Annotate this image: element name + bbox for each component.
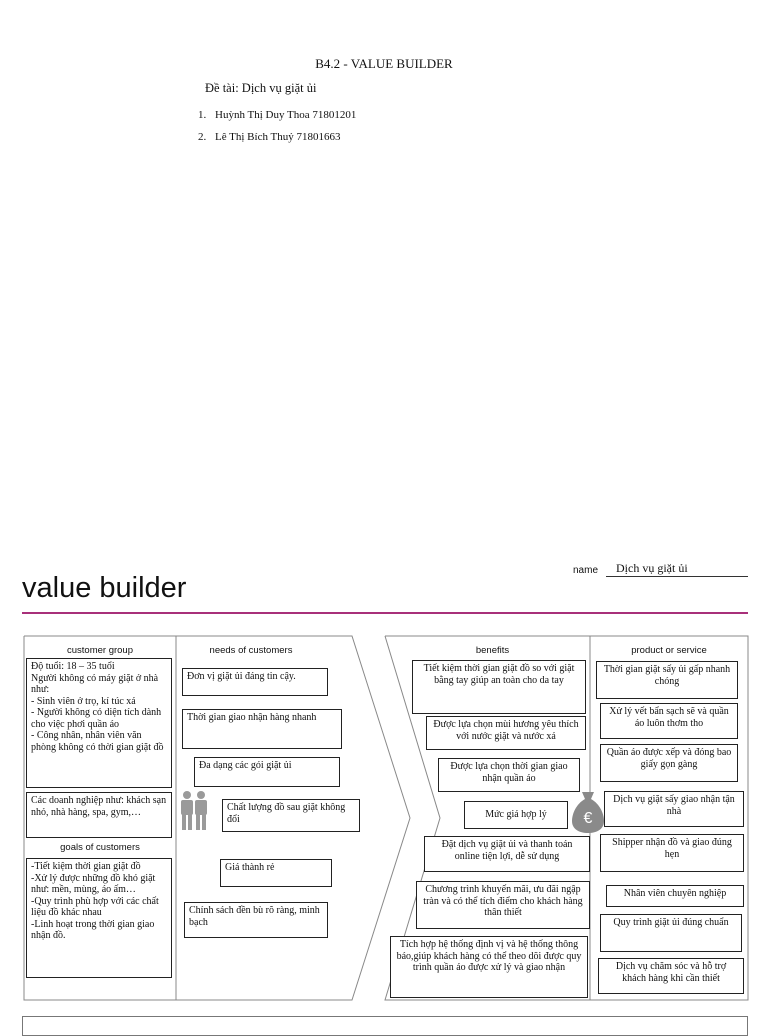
customer-group-line: Người không có máy giặt ở nhà như: bbox=[31, 672, 159, 695]
people-icon bbox=[178, 790, 210, 832]
header-customer-group: customer group bbox=[66, 645, 133, 656]
name-value: Dịch vụ giặt ủi bbox=[606, 561, 748, 577]
bottom-section-box bbox=[22, 1016, 748, 1036]
money-bag-icon bbox=[570, 790, 606, 834]
product-item: Quy trình giặt ủi đúng chuẩn bbox=[600, 914, 742, 952]
need-item: Thời gian giao nhận hàng nhanh bbox=[182, 709, 342, 749]
product-item: Nhân viên chuyên nghiệp bbox=[606, 885, 744, 907]
goal-item: -Xử lý được những đồ khó giặt như: mền, mùng, áo ấm… bbox=[31, 872, 156, 895]
goal-item: -Linh hoạt trong thời gian giao nhận đồ. bbox=[31, 918, 155, 941]
customer-group-line: - Sinh viên ở trọ, kí túc xá bbox=[31, 695, 136, 707]
name-label: name bbox=[573, 565, 599, 576]
benefit-item: Được lựa chọn thời gian giao nhận quần áo bbox=[438, 758, 580, 792]
customer-group-line: Độ tuổi: 18 – 35 tuổi bbox=[31, 661, 115, 672]
document-topic: Đề tài: Dịch vụ giặt ủi bbox=[205, 81, 317, 95]
product-item: Thời gian giặt sấy ủi gấp nhanh chóng bbox=[596, 661, 738, 699]
benefit-item: Tiết kiệm thời gian giặt đồ so với giặt bằng tay giúp an toàn cho da tay bbox=[412, 660, 586, 714]
euro-symbol: € bbox=[583, 810, 593, 827]
benefit-item: Được lựa chọn mùi hương yêu thích với nước giặt và nước xả bbox=[426, 716, 586, 750]
header-needs: needs of customers bbox=[209, 645, 293, 656]
benefit-item: Chương trình khuyến mãi, ưu đãi ngập tràn và có thể tích điểm cho khách hàng thân thiết bbox=[416, 881, 590, 929]
header-product: product or service bbox=[631, 645, 707, 656]
need-item: Giá thành rẻ bbox=[220, 859, 332, 887]
member-name: Huỳnh Thị Duy Thoa 71801201 bbox=[215, 109, 357, 121]
member-number: 1. bbox=[198, 109, 207, 121]
product-item: Dịch vụ chăm sóc và hỗ trợ khách hàng khi cần thiết bbox=[598, 958, 744, 994]
product-item: Shipper nhận đồ và giao đúng hẹn bbox=[600, 834, 744, 872]
header-benefits: benefits bbox=[475, 645, 510, 656]
canvas-title: value builder bbox=[22, 572, 187, 604]
customer-group-line: - Người không có diện tích dành cho việc phơi quần áo bbox=[31, 707, 162, 730]
goal-item: -Quy trình phù hợp với các chất liệu đồ khác nhau bbox=[31, 895, 159, 918]
need-item: Chính sách đền bù rõ ràng, minh bạch bbox=[184, 902, 328, 938]
customer-group-line: - Công nhân, nhân viên văn phòng không có thời gian giặt đồ bbox=[31, 730, 164, 753]
header-goals: goals of customers bbox=[60, 842, 140, 853]
benefit-item: Tích hợp hệ thống định vị và hệ thống thông báo,giúp khách hàng có thể theo dõi được quy trình quần áo được xử lý và giao nhận bbox=[390, 936, 588, 998]
need-item: Đa dạng các gói giặt ủi bbox=[194, 757, 340, 787]
need-item: Đơn vị giặt ủi đáng tin cậy. bbox=[182, 668, 328, 696]
need-item: Chất lượng đồ sau giặt không đổi bbox=[222, 799, 360, 832]
goal-item: -Tiết kiệm thời gian giặt đồ bbox=[31, 861, 141, 872]
product-item: Dịch vụ giặt sấy giao nhận tận nhà bbox=[604, 791, 744, 827]
product-item: Quần áo được xếp và đóng bao giấy gọn gàng bbox=[600, 744, 738, 782]
customer-business-box: Các doanh nghiệp như: khách sạn nhỏ, nhà hàng, spa, gym,… bbox=[26, 792, 172, 838]
customer-group-box bbox=[26, 658, 172, 788]
goals-box bbox=[26, 858, 172, 978]
product-item: Xử lý vết bẩn sạch sẽ và quần áo luôn thơm tho bbox=[600, 703, 738, 739]
member-number: 2. bbox=[198, 131, 207, 143]
member-name: Lê Thị Bích Thuỷ 71801663 bbox=[215, 131, 341, 143]
benefit-item: Mức giá hợp lý bbox=[464, 801, 568, 829]
document-title: B4.2 - VALUE BUILDER bbox=[315, 56, 453, 71]
benefit-item: Đặt dịch vụ giặt ủi và thanh toán online tiện lợi, dễ sử dụng bbox=[424, 836, 590, 872]
